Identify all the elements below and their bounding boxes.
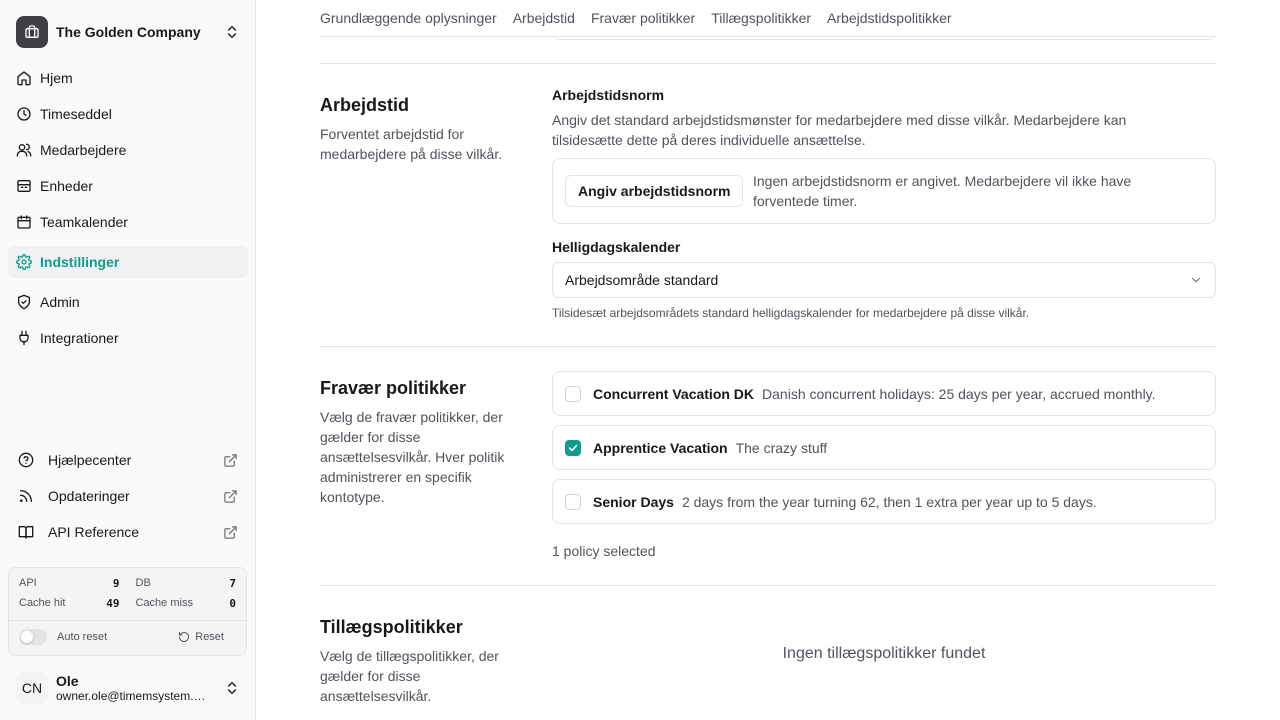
chevron-down-icon xyxy=(1189,273,1203,287)
work-time-description: Forventet arbejdstid for medarbejdere på disse vilkår. xyxy=(320,126,503,162)
policy-apprentice-vacation[interactable] xyxy=(552,425,1216,470)
policy-senior-days[interactable] xyxy=(552,479,1216,524)
sidebar xyxy=(0,0,256,720)
tab-work-time-policies[interactable]: Arbejdstidspolitikker xyxy=(827,10,952,26)
reset-button[interactable] xyxy=(178,631,224,643)
policy-description: Danish concurrent holidays: 25 days per year, accrued monthly. xyxy=(762,385,1156,402)
link-updates[interactable] xyxy=(8,480,248,512)
users-icon xyxy=(16,142,32,158)
nav-item-employees[interactable] xyxy=(8,134,248,166)
tab-basic-info[interactable]: Grundlæggende oplysninger xyxy=(320,10,497,26)
help-circle-icon xyxy=(18,452,34,468)
auto-reset-toggle[interactable] xyxy=(19,629,47,645)
stat-cache-miss: Cache miss 0 xyxy=(135,596,236,610)
user-email: owner.ole@timemsystem.… xyxy=(56,689,206,703)
policy-checkbox[interactable] xyxy=(565,386,581,402)
company-name: The Golden Company xyxy=(56,24,201,40)
absence-title: Fravær politikker xyxy=(320,378,467,398)
norm-empty-text: Ingen arbejdstidsnorm er angivet. Medarbejdere vil ikke have forventede timer. xyxy=(753,173,1132,209)
section-divider xyxy=(320,585,1216,586)
nav-item-integrations[interactable] xyxy=(8,322,248,354)
link-help-center[interactable] xyxy=(8,444,248,476)
tab-work-time[interactable]: Arbejdstid xyxy=(512,10,575,26)
policy-name: Apprentice Vacation xyxy=(593,439,728,456)
check-icon xyxy=(567,442,579,454)
auto-reset-label: Auto reset xyxy=(57,631,108,643)
external-link-icon xyxy=(223,453,238,468)
supplements-description: Vælg de tillægspolitikker, der gælder for disse ansættelsesvilkår. xyxy=(320,648,499,704)
reset-label: Reset xyxy=(195,631,224,643)
shield-icon xyxy=(16,294,32,310)
rss-icon xyxy=(18,488,34,504)
norm-description: Angiv det standard arbejdstidsmønster for medarbejdere med disse vilkår. Medarbejdere kan tilsidesætte dette på deres individuelle ansættelse. xyxy=(552,112,1127,148)
plug-icon xyxy=(16,330,32,346)
nav-item-label: Integrationer xyxy=(40,330,119,346)
nav-item-label: Hjem xyxy=(40,70,73,86)
stat-api: API 9 xyxy=(19,576,120,590)
nav-item-admin[interactable] xyxy=(8,286,248,318)
tab-absence-policies[interactable]: Fravær politikker xyxy=(590,10,696,26)
stat-db: DB 7 xyxy=(135,576,236,590)
absence-description: Vælg de fravær politikker, der gælder for disse ansættelsesvilkår. Hver politik administrerer en specifik kontotype. xyxy=(320,409,505,505)
policy-name: Senior Days xyxy=(593,493,674,510)
briefcase-icon xyxy=(16,16,48,48)
holiday-calendar-label: Helligdagskalender xyxy=(552,239,681,255)
policy-checkbox[interactable] xyxy=(565,440,581,456)
external-link-icon xyxy=(223,525,238,540)
external-link-icon xyxy=(223,489,238,504)
section-tabs xyxy=(320,0,1216,37)
main-nav xyxy=(8,62,248,358)
norm-box xyxy=(552,158,1216,224)
nav-item-label: Admin xyxy=(40,294,80,310)
holiday-calendar-value: Arbejdsområde standard xyxy=(565,272,719,288)
user-menu[interactable] xyxy=(8,664,248,712)
policy-name: Concurrent Vacation DK xyxy=(593,385,755,402)
policy-concurrent-vacation[interactable] xyxy=(552,371,1216,416)
nav-item-label: Teamkalender xyxy=(40,214,128,230)
avatar: CN xyxy=(16,672,48,704)
link-label: Hjælpecenter xyxy=(48,452,132,468)
tab-supplement-policies[interactable]: Tillægspolitikker xyxy=(711,10,812,26)
work-time-title: Arbejdstid xyxy=(320,95,410,115)
policy-description: 2 days from the year turning 62, then 1 extra per year up to 5 days. xyxy=(681,493,1097,510)
policies-selected-count: 1 policy selected xyxy=(552,543,656,559)
clock-icon xyxy=(16,106,32,122)
policy-description: The crazy stuff xyxy=(735,439,828,456)
user-name: Ole xyxy=(56,673,79,689)
building-icon xyxy=(16,178,32,194)
rotate-ccw-icon xyxy=(178,631,190,643)
company-switcher[interactable] xyxy=(8,12,248,52)
holiday-calendar-help: Tilsidesæt arbejdsområdets standard helligdagskalender for medarbejdere på disse vilkår. xyxy=(552,306,1030,320)
supplements-empty-state: Ingen tillægspolitikker fundet xyxy=(782,645,986,662)
norm-label: Arbejdstidsnorm xyxy=(552,87,665,103)
policy-checkbox[interactable] xyxy=(565,494,581,510)
external-links xyxy=(8,444,248,552)
main-content xyxy=(256,0,1280,720)
nav-item-home[interactable] xyxy=(8,62,248,94)
nav-item-label: Indstillinger xyxy=(40,254,120,270)
nav-item-team-calendar[interactable] xyxy=(8,206,248,238)
link-label: API Reference xyxy=(48,524,140,540)
nav-item-label: Enheder xyxy=(40,178,93,194)
book-icon xyxy=(18,524,34,540)
section-divider xyxy=(320,346,1216,347)
nav-item-label: Medarbejdere xyxy=(40,142,127,158)
link-label: Opdateringer xyxy=(48,488,130,504)
debug-stats-panel xyxy=(8,567,247,656)
nav-item-timesheet[interactable] xyxy=(8,98,248,130)
chevrons-up-down-icon xyxy=(224,680,240,696)
chevrons-up-down-icon xyxy=(224,24,240,40)
link-api-reference[interactable] xyxy=(8,516,248,548)
home-icon xyxy=(16,70,32,86)
section-divider xyxy=(320,63,1216,64)
supplements-title: Tillægspolitikker xyxy=(320,617,463,637)
nav-item-label: Timeseddel xyxy=(40,106,112,122)
calendar-icon xyxy=(16,214,32,230)
holiday-calendar-select[interactable] xyxy=(552,262,1216,298)
gear-icon xyxy=(16,254,32,270)
stat-cache-hit: Cache hit 49 xyxy=(19,596,120,610)
set-norm-button[interactable]: Angiv arbejdstidsnorm xyxy=(565,175,743,207)
nav-item-units[interactable] xyxy=(8,170,248,202)
nav-item-settings[interactable] xyxy=(8,246,248,278)
